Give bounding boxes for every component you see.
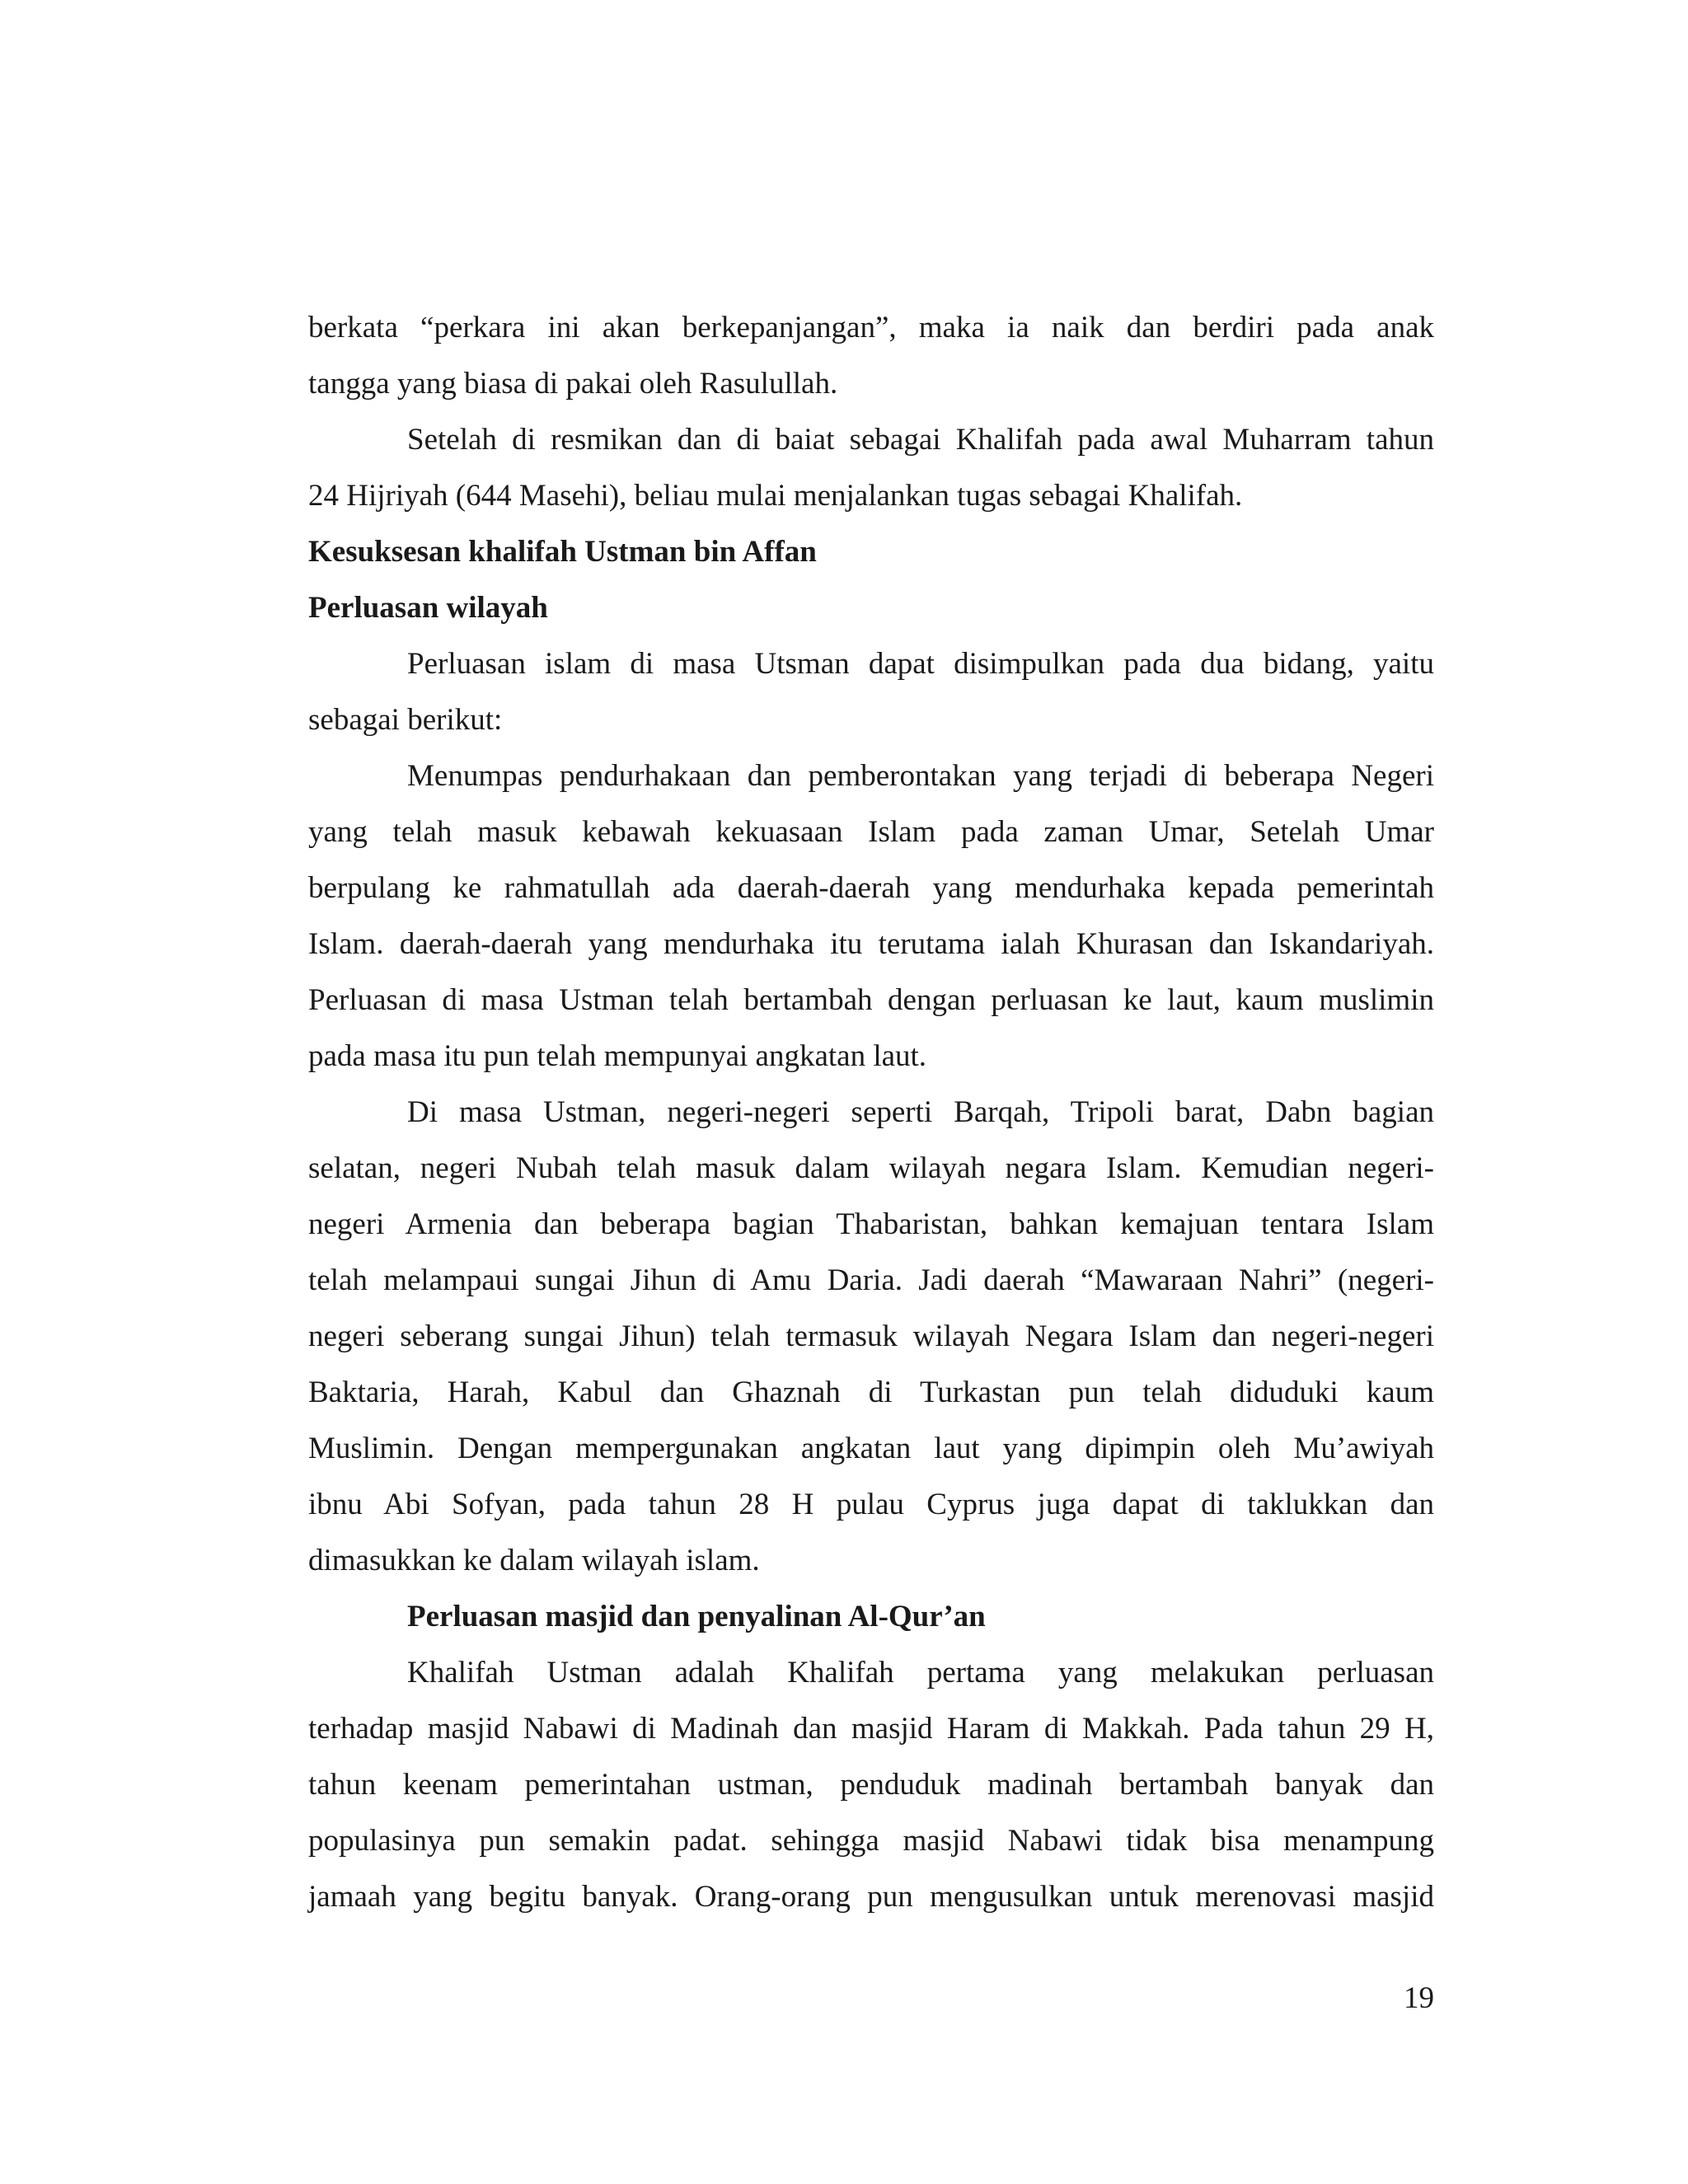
text-line-11: berpulang ke rahmatullah ada daerah-daerah yang mendurhaka kepada pemerintah — [308, 871, 1434, 905]
text-line-27: tahun keenam pemerintahan ustman, penduduk madinah bertambah banyak dan — [308, 1768, 1434, 1802]
text-line-21: Muslimin. Dengan mempergunakan angkatan laut yang dipimpin oleh Mu’awiyah — [308, 1432, 1434, 1465]
text-line-8: sebagai berikut: — [308, 703, 503, 737]
text-line-16: selatan, negeri Nubah telah masuk dalam wilayah negara Islam. Kemudian negeri- — [308, 1151, 1434, 1185]
section-heading: Kesuksesan khalifah Ustman bin Affan — [308, 535, 817, 569]
text-line-14: pada masa itu pun telah mempunyai angkatan laut. — [308, 1039, 927, 1073]
text-line-19: negeri seberang sungai Jihun) telah termasuk wilayah Negara Islam dan negeri-negeri — [308, 1319, 1434, 1353]
text-line-18: telah melampaui sungai Jihun di Amu Daria. Jadi daerah “Mawaraan Nahri” (negeri- — [308, 1263, 1434, 1297]
text-line-7: Perluasan islam di masa Utsman dapat disimpulkan pada dua bidang, yaitu — [407, 647, 1434, 681]
page-number: 19 — [1404, 1981, 1434, 2015]
subsection-heading-2: Perluasan masjid dan penyalinan Al-Qur’an — [407, 1600, 986, 1633]
subsection-heading: Perluasan wilayah — [308, 591, 548, 625]
text-line-9: Menumpas pendurhakaan dan pemberontakan yang terjadi di beberapa Negeri — [407, 759, 1434, 793]
text-line-28: populasinya pun semakin padat. sehingga masjid Nabawi tidak bisa menampung — [308, 1824, 1434, 1858]
text-line-2: tangga yang biasa di pakai oleh Rasulullah. — [308, 367, 838, 401]
text-line-12: Islam. daerah-daerah yang mendurhaka itu terutama ialah Khurasan dan Iskandariyah. — [308, 927, 1434, 961]
text-line-13: Perluasan di masa Ustman telah bertambah dengan perluasan ke laut, kaum muslimin — [308, 983, 1434, 1017]
text-line-23: dimasukkan ke dalam wilayah islam. — [308, 1544, 760, 1577]
text-line-1: berkata “perkara ini akan berkepanjangan”, maka ia naik dan berdiri pada anak — [308, 311, 1434, 344]
text-line-25: Khalifah Ustman adalah Khalifah pertama yang melakukan perluasan — [407, 1656, 1434, 1690]
page-body — [308, 300, 1434, 1925]
text-line-10: yang telah masuk kebawah kekuasaan Islam pada zaman Umar, Setelah Umar — [308, 815, 1434, 849]
text-line-4: 24 Hijriyah (644 Masehi), beliau mulai menjalankan tugas sebagai Khalifah. — [308, 479, 1243, 513]
text-line-20: Baktaria, Harah, Kabul dan Ghaznah di Turkastan pun telah diduduki kaum — [308, 1376, 1434, 1409]
text-line-17: negeri Armenia dan beberapa bagian Thabaristan, bahkan kemajuan tentara Islam — [308, 1207, 1434, 1241]
text-line-22: ibnu Abi Sofyan, pada tahun 28 H pulau Cyprus juga dapat di taklukkan dan — [308, 1488, 1434, 1521]
text-line-29: jamaah yang begitu banyak. Orang-orang pun mengusulkan untuk merenovasi masjid — [308, 1880, 1434, 1914]
text-line-3: Setelah di resmikan dan di baiat sebagai Khalifah pada awal Muharram tahun — [407, 423, 1434, 457]
text-line-15: Di masa Ustman, negeri-negeri seperti Barqah, Tripoli barat, Dabn bagian — [407, 1095, 1434, 1129]
text-line-26: terhadap masjid Nabawi di Madinah dan masjid Haram di Makkah. Pada tahun 29 H, — [308, 1712, 1434, 1746]
